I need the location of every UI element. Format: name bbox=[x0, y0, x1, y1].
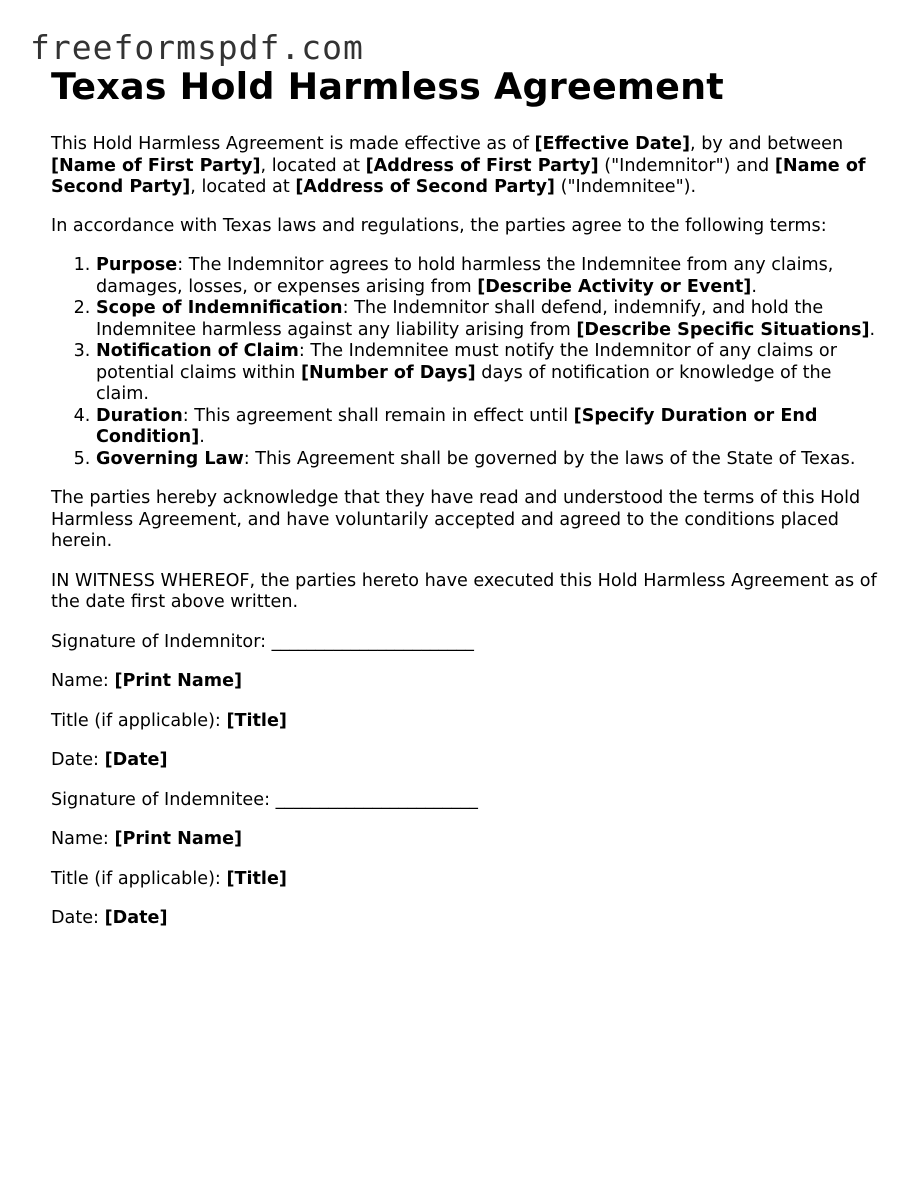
date-label: Date: bbox=[51, 750, 105, 770]
situations-placeholder: [Describe Specific Situations] bbox=[576, 319, 870, 340]
term-duration bbox=[96, 406, 881, 449]
term-notification bbox=[96, 341, 881, 406]
term-label: Duration bbox=[96, 405, 183, 426]
title-placeholder: [Title] bbox=[226, 868, 287, 889]
acknowledgment-paragraph: The parties hereby acknowledge that they have read and understood the terms of this Hold Harmless Agreement, and have voluntarily accepted and agreed to the conditions placed herein. bbox=[51, 488, 861, 551]
title-label: Title (if applicable): bbox=[51, 868, 227, 889]
effective-date-placeholder: [Effective Date] bbox=[534, 134, 691, 154]
duration-placeholder: [Specify Duration or End Condition] bbox=[96, 405, 818, 447]
date-placeholder: [Date] bbox=[104, 908, 168, 928]
intro-text: This Hold Harmless Agreement is made effective as of bbox=[51, 134, 535, 154]
intro-text: , by and between bbox=[690, 134, 844, 154]
term-label: Notification of Claim bbox=[96, 341, 299, 361]
name-label: Name: bbox=[51, 829, 115, 849]
witness-paragraph: IN WITNESS WHEREOF, the parties hereto have executed this Hold Harmless Agreement as of the date first above written. bbox=[51, 570, 877, 612]
document-title: Texas Hold Harmless Agreement bbox=[51, 65, 724, 108]
intro-text: ("Indemnitee"). bbox=[554, 177, 697, 197]
term-text: . bbox=[869, 319, 876, 340]
term-text: . bbox=[751, 276, 757, 297]
signature-blank[interactable]: _______________________ bbox=[271, 631, 474, 652]
term-text: days of notification or knowledge of the claim. bbox=[96, 362, 832, 404]
indemnitee-signature-line bbox=[51, 790, 881, 812]
term-text: : The Indemnitor shall defend, indemnify, and hold the Indemnitee harmless against any liability arising from bbox=[96, 298, 824, 340]
activity-placeholder: [Describe Activity or Event] bbox=[477, 276, 752, 297]
term-text: : The Indemnitor agrees to hold harmless the Indemnitee from any claims, damages, losses, or expenses arising from bbox=[96, 255, 834, 297]
term-label: Scope of Indemnification bbox=[96, 298, 343, 318]
signature-label: Signature of Indemnitee: bbox=[51, 789, 276, 810]
name-label: Name: bbox=[51, 671, 115, 691]
date-label: Date: bbox=[51, 908, 105, 928]
intro-text: ("Indemnitor") and bbox=[598, 155, 775, 176]
term-text: : This agreement shall remain in effect until bbox=[182, 405, 574, 426]
indemnitee-title-line bbox=[51, 869, 881, 891]
term-text: : This Agreement shall be governed by the laws of the State of Texas. bbox=[243, 448, 856, 469]
watermark-site-name: freeformspdf.com bbox=[30, 28, 364, 67]
days-placeholder: [Number of Days] bbox=[300, 362, 476, 383]
intro-paragraph bbox=[51, 134, 881, 199]
second-party-address-placeholder: [Address of Second Party] bbox=[295, 177, 555, 197]
accordance-paragraph: In accordance with Texas laws and regulations, the parties agree to the following terms: bbox=[51, 215, 827, 236]
indemnitee-name-line bbox=[51, 829, 881, 851]
indemnitor-name-line bbox=[51, 671, 881, 693]
indemnitor-signature-line bbox=[51, 632, 881, 654]
title-placeholder: [Title] bbox=[226, 710, 287, 731]
terms-list bbox=[51, 255, 881, 470]
term-purpose bbox=[96, 255, 881, 298]
second-party-name-placeholder: [Name of Second Party] bbox=[51, 155, 866, 197]
intro-text: , located at bbox=[260, 155, 366, 176]
term-text: : The Indemnitee must notify the Indemnitor of any claims or potential claims within bbox=[96, 341, 837, 383]
first-party-name-placeholder: [Name of First Party] bbox=[51, 155, 261, 176]
indemnitor-title-line bbox=[51, 711, 881, 733]
term-governing-law bbox=[96, 449, 881, 471]
indemnitor-date-line bbox=[51, 750, 881, 772]
date-placeholder: [Date] bbox=[104, 750, 168, 770]
first-party-address-placeholder: [Address of First Party] bbox=[365, 155, 599, 176]
print-name-placeholder: [Print Name] bbox=[114, 671, 243, 691]
term-label: Governing Law bbox=[96, 448, 244, 469]
term-scope bbox=[96, 298, 881, 341]
signature-label: Signature of Indemnitor: bbox=[51, 631, 272, 652]
print-name-placeholder: [Print Name] bbox=[114, 829, 243, 849]
title-label: Title (if applicable): bbox=[51, 710, 227, 731]
indemnitee-date-line bbox=[51, 908, 881, 930]
intro-text: , located at bbox=[190, 177, 296, 197]
term-text: . bbox=[199, 427, 205, 447]
signature-blank[interactable]: _______________________ bbox=[275, 789, 478, 810]
document-page bbox=[51, 64, 881, 930]
term-label: Purpose bbox=[96, 255, 178, 275]
